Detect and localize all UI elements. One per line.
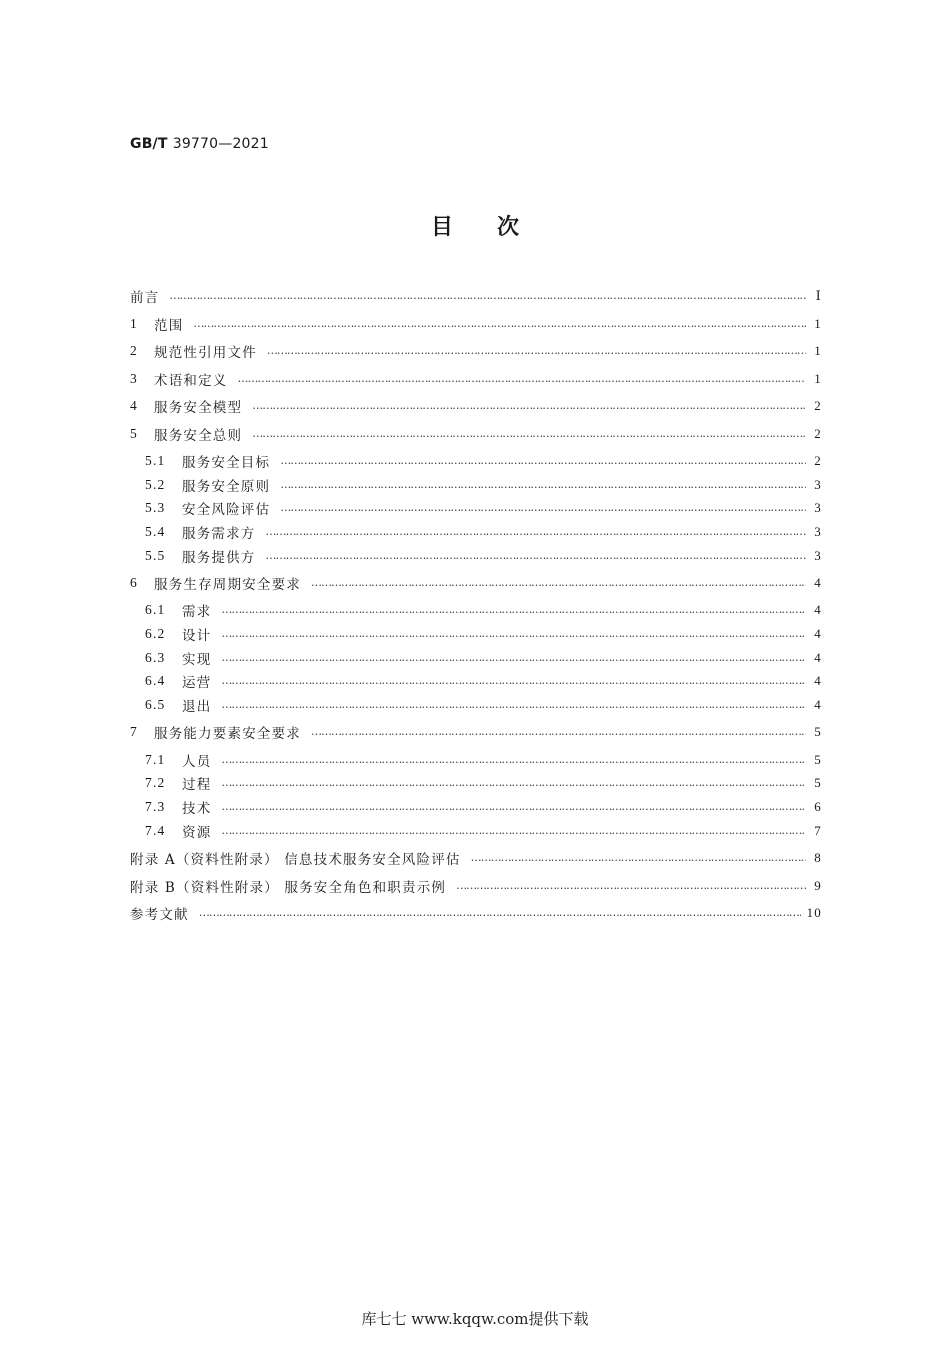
- toc-entry-title: 设计: [182, 628, 212, 644]
- toc-entry-title: 人员: [182, 754, 212, 770]
- leader-dots: [199, 903, 801, 923]
- toc-entry-page: 8: [814, 850, 822, 865]
- leader-dots: [252, 396, 806, 416]
- standard-prefix: GB/T: [130, 136, 168, 152]
- toc-entry[interactable]: [145, 600, 822, 620]
- leader-dots: [266, 546, 807, 566]
- toc-entry-page: 4: [814, 697, 822, 712]
- toc-entry[interactable]: [145, 546, 822, 566]
- toc-entry-page: 3: [814, 548, 822, 563]
- toc-entry-title: 运营: [182, 675, 212, 691]
- toc-entry-number: 5.2: [145, 477, 166, 492]
- leader-dots: [221, 797, 806, 817]
- toc-entry-page: 2: [814, 398, 822, 413]
- toc-entry[interactable]: [145, 522, 822, 542]
- leader-dots: [169, 286, 806, 306]
- toc-entry-number: 5.4: [145, 524, 166, 539]
- toc-entry[interactable]: [145, 671, 822, 691]
- toc-entry-number: 5.5: [145, 548, 166, 563]
- toc-entry-number: 7.4: [145, 823, 166, 838]
- toc-entry-page: 1: [814, 343, 822, 358]
- toc-entry-title: 资源: [182, 825, 212, 841]
- toc-entry[interactable]: [145, 624, 822, 644]
- toc-entry-title: 前言: [130, 290, 160, 306]
- toc-entry[interactable]: [145, 498, 822, 518]
- toc-entry-page: 4: [814, 626, 822, 641]
- toc-entry-page: 2: [814, 453, 822, 468]
- toc-entry-page: 3: [814, 524, 822, 539]
- toc-entry-number: 6.5: [145, 697, 166, 712]
- standard-number: 39770—2021: [172, 136, 269, 152]
- leader-dots: [280, 498, 806, 518]
- toc-entry-title: 规范性引用文件: [154, 345, 257, 361]
- toc-entry-title: 参考文献: [130, 907, 189, 923]
- toc-entry-number: 5: [130, 426, 138, 441]
- toc-entry-title: 安全风险评估: [182, 502, 271, 518]
- toc-entry[interactable]: [130, 848, 822, 868]
- toc-entry-page: 4: [814, 650, 822, 665]
- toc-entry-title: 技术: [182, 801, 212, 817]
- toc-entry[interactable]: [130, 573, 822, 593]
- leader-dots: [280, 451, 806, 471]
- toc-entry-page: 9: [814, 878, 822, 893]
- toc-entry[interactable]: [130, 341, 822, 361]
- toc-entry-page: 4: [814, 602, 822, 617]
- toc-entry-number: 7: [130, 724, 138, 739]
- toc-entry-title: 附录 B（资料性附录） 服务安全角色和职责示例: [130, 880, 447, 896]
- toc-entry[interactable]: [145, 695, 822, 715]
- toc-entry-page: 1: [814, 316, 822, 331]
- leader-dots: [221, 671, 806, 691]
- toc-entry[interactable]: [130, 369, 822, 389]
- toc-entry-number: 7.1: [145, 752, 166, 767]
- toc-entry-number: 7.2: [145, 775, 166, 790]
- toc-entry[interactable]: [145, 648, 822, 668]
- toc-entry-page: 4: [814, 575, 822, 590]
- toc-entry-page: 5: [814, 752, 822, 767]
- toc-entry-title: 附录 A（资料性附录） 信息技术服务安全风险评估: [130, 852, 461, 868]
- toc-entry-number: 5.1: [145, 453, 166, 468]
- leader-dots: [221, 624, 806, 644]
- toc-entry-title: 服务安全原则: [182, 479, 271, 495]
- toc-entry-page: 1: [814, 371, 822, 386]
- toc-entry[interactable]: [145, 750, 822, 770]
- toc-entry-number: 6.3: [145, 650, 166, 665]
- toc-entry-number: 6.1: [145, 602, 166, 617]
- toc-entry-title: 术语和定义: [154, 373, 228, 389]
- toc-entry-title: 需求: [182, 604, 212, 620]
- toc-entry[interactable]: [145, 821, 822, 841]
- toc-entry-title: 过程: [182, 777, 212, 793]
- toc-entry[interactable]: [130, 876, 822, 896]
- toc-entry-number: 4: [130, 398, 138, 413]
- leader-dots: [266, 522, 807, 542]
- toc-entry-page: 5: [814, 775, 822, 790]
- toc-entry-page: 5: [814, 724, 822, 739]
- toc-entry-page: Ⅰ: [815, 288, 822, 303]
- toc-entry-number: 6.2: [145, 626, 166, 641]
- toc-entry-number: 2: [130, 343, 138, 358]
- toc-entry-number: 6.4: [145, 673, 166, 688]
- leader-dots: [311, 573, 806, 593]
- leader-dots: [221, 600, 806, 620]
- toc-entry[interactable]: [130, 722, 822, 742]
- toc-entry-page: 3: [814, 500, 822, 515]
- toc-entry-title: 服务生存周期安全要求: [154, 577, 301, 593]
- toc-entry-number: 6: [130, 575, 138, 590]
- toc-entry[interactable]: [145, 475, 822, 495]
- toc-entry-title: 退出: [182, 699, 212, 715]
- toc-entry-title: 服务能力要素安全要求: [154, 726, 301, 742]
- leader-dots: [311, 722, 806, 742]
- toc-entry-title: 服务安全模型: [154, 400, 243, 416]
- leader-dots: [280, 475, 806, 495]
- leader-dots: [221, 821, 806, 841]
- toc-entry-page: 6: [814, 799, 822, 814]
- toc-entry-title: 服务安全总则: [154, 428, 243, 444]
- toc-entry[interactable]: [130, 903, 822, 923]
- toc-entry-number: 3: [130, 371, 138, 386]
- toc-entry-page: 7: [814, 823, 822, 838]
- toc-entry-page: 2: [814, 426, 822, 441]
- toc-entry-number: 5.3: [145, 500, 166, 515]
- page-title: 目次: [430, 215, 563, 240]
- toc-entry-page: 4: [814, 673, 822, 688]
- toc-entry[interactable]: [130, 286, 822, 306]
- leader-dots: [471, 848, 806, 868]
- toc-entry[interactable]: [145, 797, 822, 817]
- leader-dots: [456, 876, 806, 896]
- toc-entry-title: 范围: [154, 318, 184, 334]
- footer-watermark: 库七七 www.kqqw.com提供下载: [361, 1310, 589, 1328]
- leader-dots: [221, 695, 806, 715]
- leader-dots: [267, 341, 806, 361]
- leader-dots: [193, 314, 806, 334]
- toc-entry[interactable]: [130, 314, 822, 334]
- toc-entry-number: 1: [130, 316, 138, 331]
- toc-entry-title: 服务安全目标: [182, 455, 271, 471]
- leader-dots: [221, 773, 806, 793]
- toc-entry-title: 服务需求方: [182, 526, 256, 542]
- toc-entry-page: 10: [806, 905, 822, 920]
- leader-dots: [252, 424, 806, 444]
- toc-entry-page: 3: [814, 477, 822, 492]
- toc-entry-number: 7.3: [145, 799, 166, 814]
- leader-dots: [221, 648, 806, 668]
- toc-entry[interactable]: [130, 396, 822, 416]
- toc-entry[interactable]: [145, 773, 822, 793]
- leader-dots: [221, 750, 806, 770]
- toc-entry-title: 实现: [182, 652, 212, 668]
- toc-entry[interactable]: [145, 451, 822, 471]
- leader-dots: [238, 369, 807, 389]
- toc-entry-title: 服务提供方: [182, 550, 256, 566]
- toc-entry[interactable]: [130, 424, 822, 444]
- standard-code: [130, 136, 269, 152]
